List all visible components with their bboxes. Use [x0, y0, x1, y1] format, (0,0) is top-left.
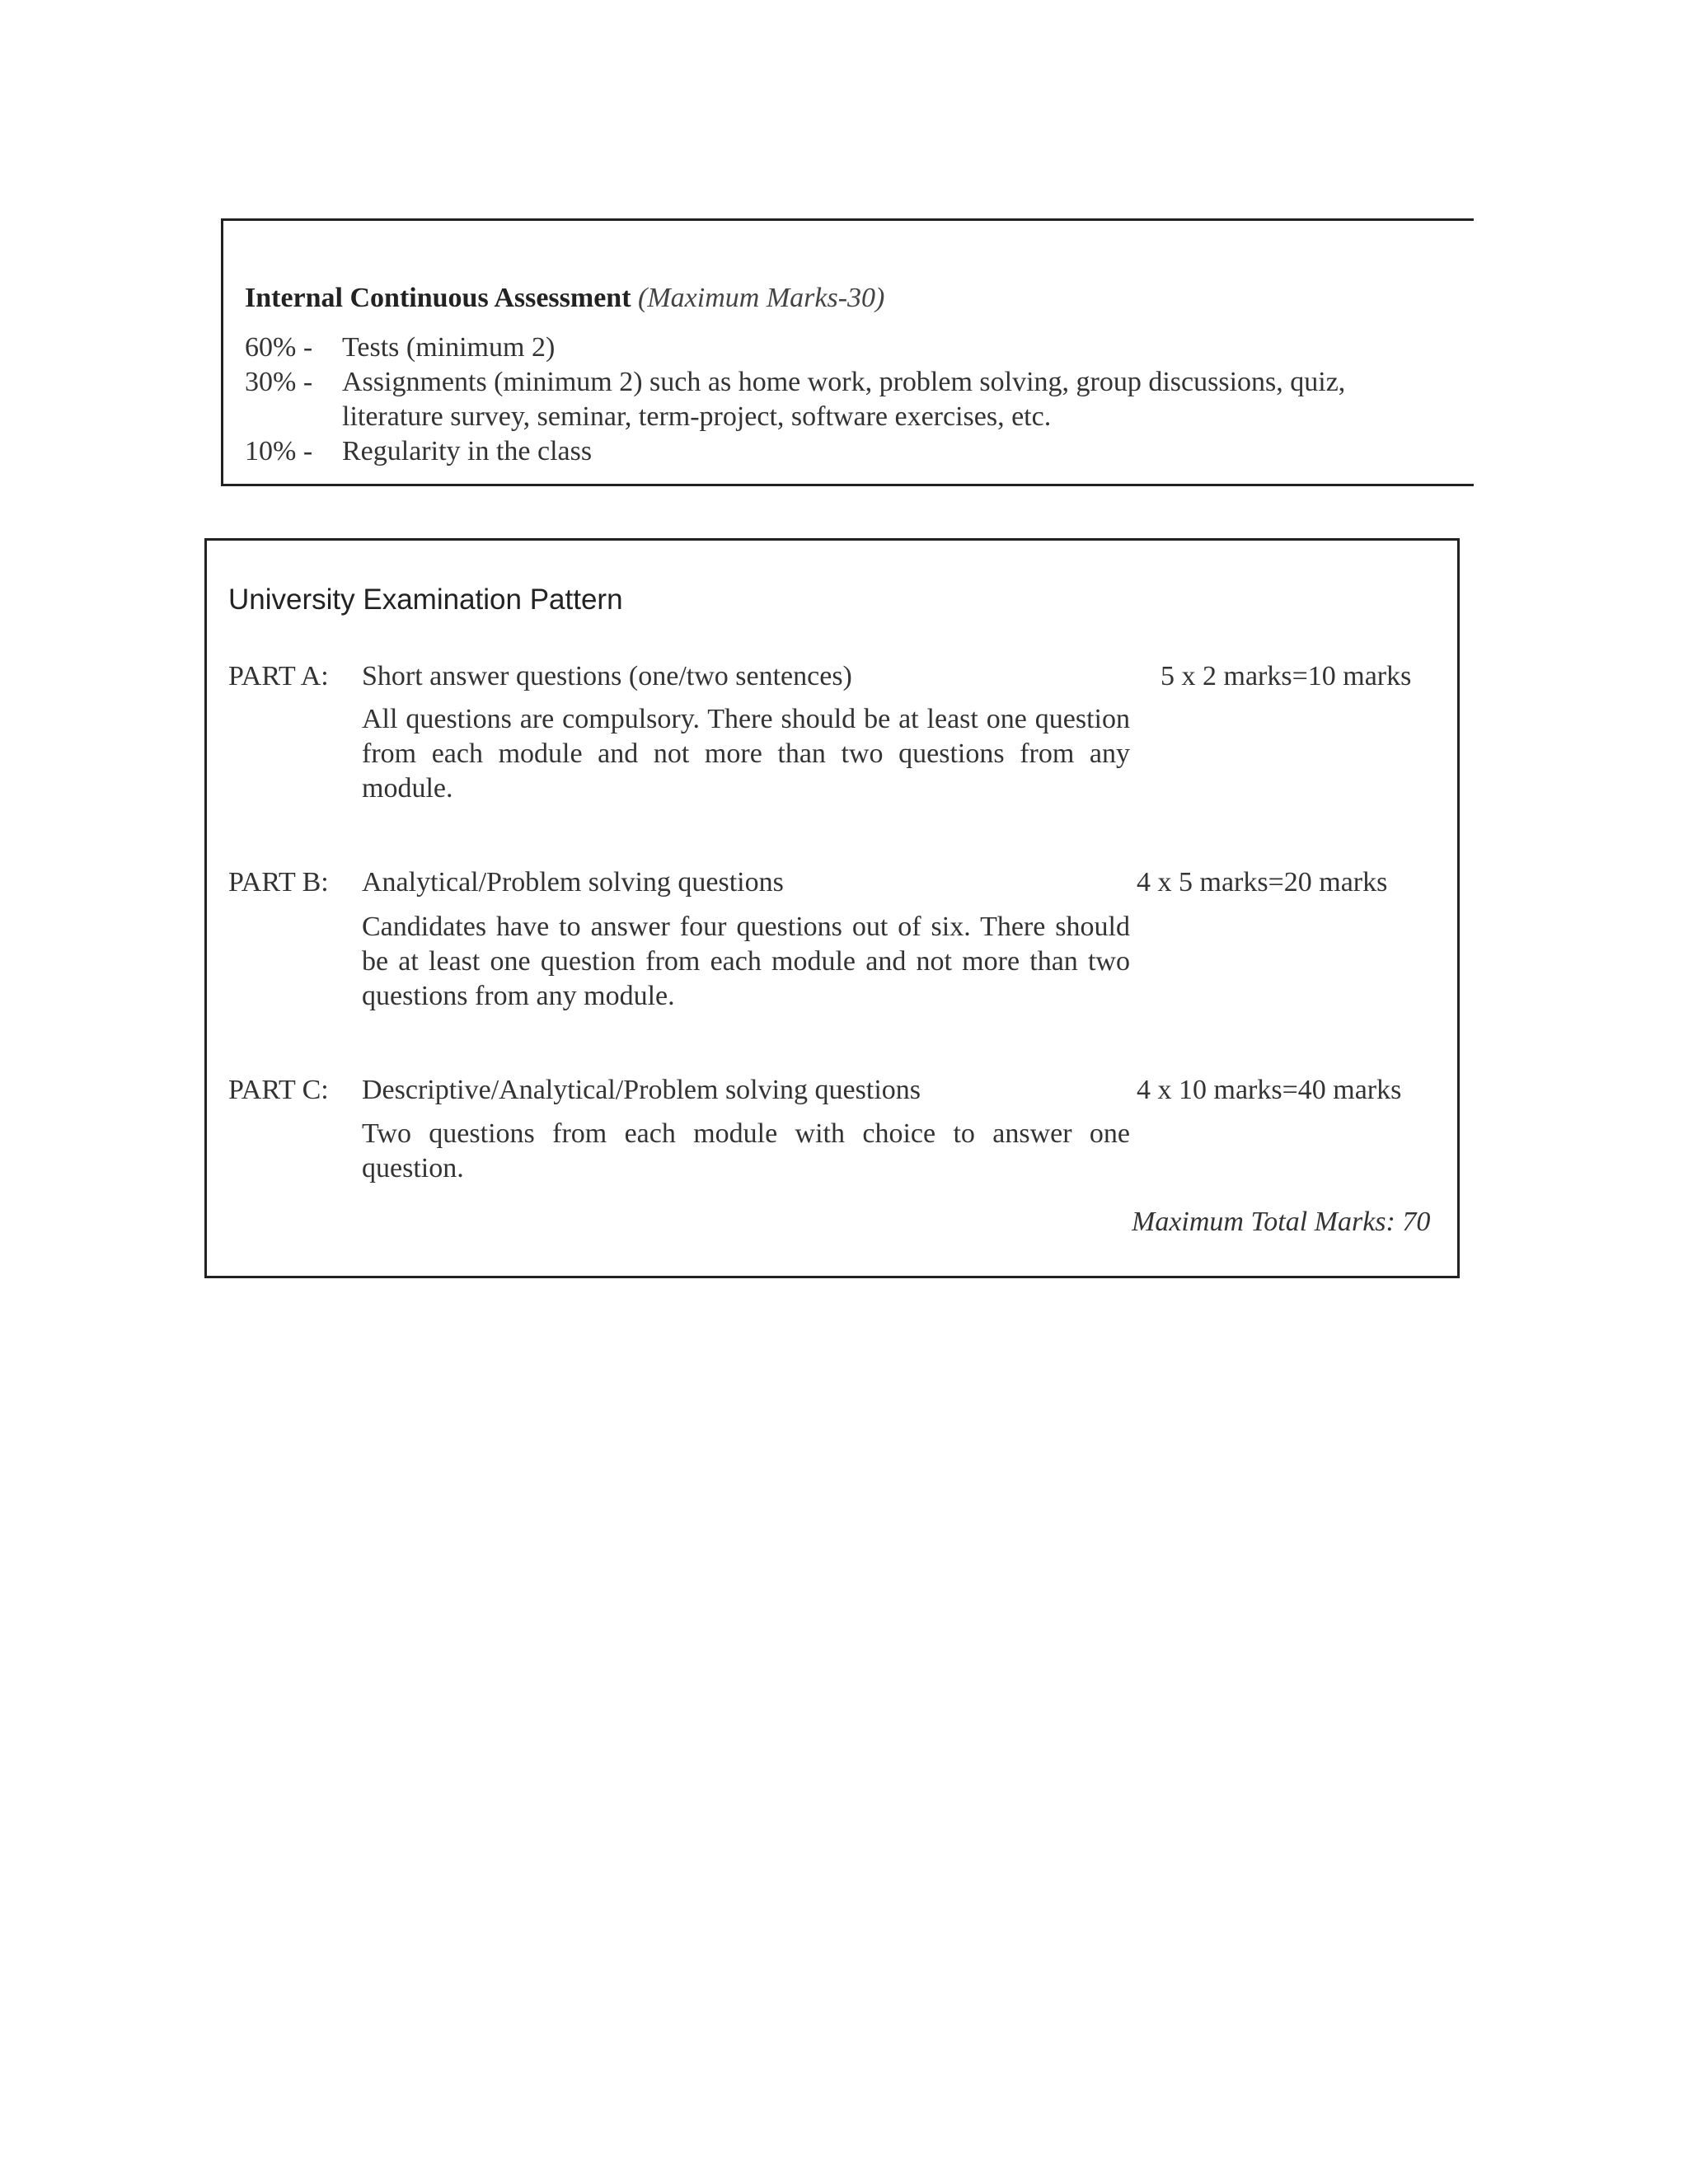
assessment-item-percent: 10% -	[245, 436, 313, 466]
assessment-item-text: Assignments (minimum 2) such as home work, problem solving, group discussions, quiz,	[342, 367, 1346, 397]
assessment-item-percent: 60% -	[245, 332, 313, 363]
part-a-label: PART A:	[228, 661, 329, 691]
part-b-heading: Analytical/Problem solving questions	[362, 867, 784, 898]
assessment-item-text-continued: literature survey, seminar, term-project, software exercises, etc.	[342, 401, 1052, 432]
part-a-description: All questions are compulsory. There should be at least one question from each module and not more than two questions from any module.	[362, 704, 1130, 804]
assessment-item-percent: 30% -	[245, 367, 313, 397]
assessment-item-text: Tests (minimum 2)	[342, 332, 556, 363]
internal-assessment-title	[245, 283, 884, 314]
part-c-description: Two questions from each module with choice to answer one question.	[362, 1118, 1130, 1183]
internal-assessment-box	[221, 218, 1474, 486]
university-exam-pattern-box	[204, 538, 1460, 1278]
assessment-item-text: Regularity in the class	[342, 436, 593, 466]
part-c-marks: 4 x 10 marks=40 marks	[1137, 1075, 1402, 1105]
exam-pattern-title: University Examination Pattern	[228, 583, 623, 616]
part-b-marks: 4 x 5 marks=20 marks	[1137, 867, 1388, 898]
part-c-label: PART C:	[228, 1075, 329, 1105]
part-c-heading: Descriptive/Analytical/Problem solving questions	[362, 1075, 921, 1105]
part-b-description: Candidates have to answer four questions out of six. There should be at least one question from each module and not more than two questions from any module.	[362, 912, 1130, 1011]
internal-assessment-heading: Internal Continuous Assessment	[245, 283, 631, 313]
internal-assessment-max-marks: (Maximum Marks-30)	[638, 283, 885, 313]
maximum-total-marks: Maximum Total Marks: 70	[1132, 1207, 1431, 1237]
part-a-marks: 5 x 2 marks=10 marks	[1160, 661, 1412, 691]
part-b-label: PART B:	[228, 867, 329, 898]
part-a-heading: Short answer questions (one/two sentences)	[362, 661, 852, 691]
